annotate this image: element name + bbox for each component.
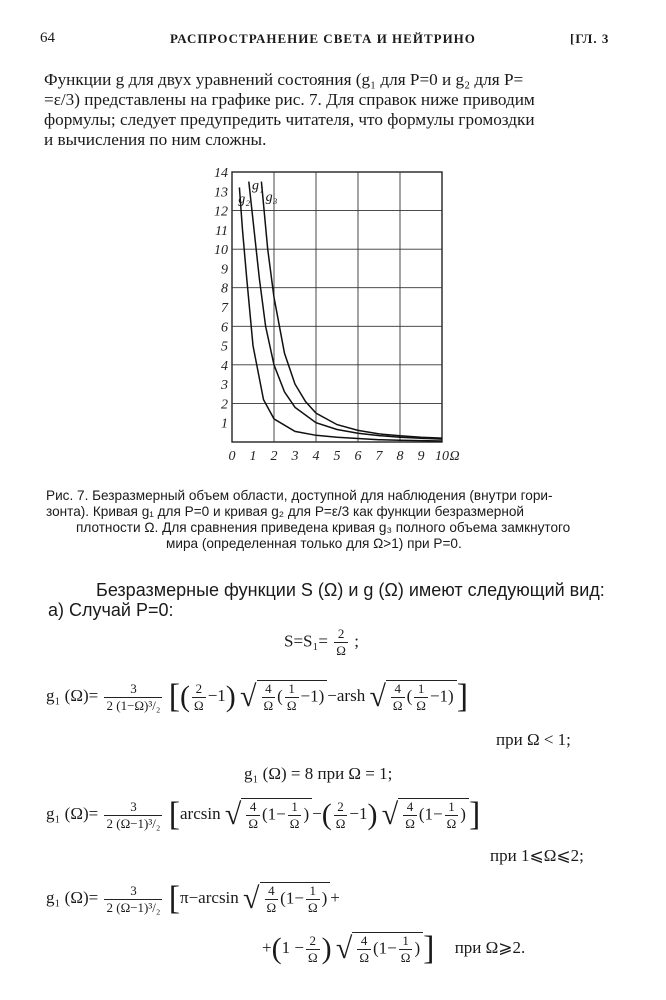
denominator: Ω	[400, 950, 411, 965]
numerator: 1	[306, 883, 320, 900]
caption-line: мира (определенная только для Ω>1) при P=0.	[166, 536, 462, 551]
fraction	[246, 799, 260, 832]
condition: при Ω < 1;	[496, 730, 571, 749]
series-label: g₃	[265, 189, 278, 205]
intro-paragraph	[44, 70, 624, 150]
denominator: Ω	[335, 815, 346, 831]
paren: (	[321, 798, 332, 831]
eq-text: −1	[300, 686, 319, 706]
denominator: Ω	[248, 816, 258, 831]
y-tick-label: 13	[214, 185, 228, 201]
fraction	[399, 933, 413, 966]
fraction	[306, 883, 320, 916]
radicand: $\frac{4}{\Omega}$ (1− $\frac{1}{\Omega}$ )	[352, 932, 423, 966]
figure-7-chart	[208, 164, 468, 482]
condition: при 1⩽Ω⩽2;	[490, 846, 584, 865]
radical-sign: √	[335, 932, 353, 965]
denominator: Ω	[307, 900, 318, 915]
denominator: Ω	[405, 816, 415, 831]
radical-sign: √	[243, 882, 260, 915]
y-tick-label: 7	[221, 301, 228, 316]
x-tick-label: 4	[312, 449, 320, 464]
series-line	[239, 187, 442, 441]
body-line: Безразмерные функции S (Ω) и g (Ω) имеют следующий вид:	[96, 580, 605, 600]
numerator: 1	[285, 681, 299, 698]
denominator: Ω	[416, 698, 426, 713]
x-tick-label: 8	[396, 449, 404, 464]
denominator: Ω	[286, 698, 297, 713]
eq-text: −1	[349, 803, 368, 823]
y-tick-label: 5	[221, 339, 228, 355]
intro-line: Функции g для двух уравнений состояния (g₁ для P=0 и g₂ для P=	[44, 70, 524, 89]
eq-text: S=S₁=	[284, 631, 329, 651]
equation-g1-eq1: g₁ (Ω) = 8 при Ω = 1;	[244, 764, 393, 783]
fraction	[288, 799, 302, 832]
equation-g1-lt1	[46, 678, 468, 716]
x-tick-label: 2	[270, 449, 278, 464]
denominator: Ω	[359, 950, 369, 965]
bracket: ]	[423, 930, 435, 967]
denominator: Ω	[194, 697, 204, 713]
paren: (	[180, 680, 191, 713]
eq-text: g₁ (Ω)=	[46, 887, 99, 907]
numerator: 2	[306, 933, 320, 950]
series-line	[261, 182, 442, 439]
numerator: 1	[399, 933, 413, 950]
numerator: 1	[288, 799, 302, 816]
denominator: 2 (Ω−1)³/₂	[106, 899, 161, 915]
radicand: $\frac{4}{\Omega}$ (1− $\frac{1}{\Omega}$ )	[398, 798, 469, 832]
radical-sign: √	[381, 798, 399, 831]
equation-g1-1to2	[46, 796, 480, 834]
bracket: ]	[456, 678, 469, 715]
fraction	[265, 883, 279, 916]
fraction	[445, 799, 459, 832]
paren: (	[271, 932, 282, 965]
y-tick-label: 14	[214, 166, 228, 181]
numerator: 4	[403, 799, 417, 816]
body-line: a) Случай P=0:	[48, 600, 174, 620]
fraction	[414, 681, 428, 714]
eq-text: arcsin	[180, 803, 221, 823]
y-tick-label: 3	[221, 378, 228, 394]
equation-s	[284, 626, 359, 659]
y-tick-label: 8	[221, 281, 228, 297]
bracket: [	[168, 880, 181, 917]
bracket: [	[168, 678, 181, 715]
numerator: 3	[104, 681, 162, 698]
radical-sign: √	[224, 798, 242, 831]
fraction	[104, 799, 162, 832]
fraction	[403, 799, 417, 832]
running-title: РАСПРОСТРАНЕНИЕ СВЕТА И НЕЙТРИНО	[170, 31, 476, 46]
x-tick-label: 3	[291, 449, 299, 464]
y-tick-label: 10	[214, 243, 228, 259]
denominator: 2 (1−Ω)³/₂	[106, 697, 161, 713]
denominator: 2 (Ω−1)³/₂	[106, 815, 161, 831]
denominator: Ω	[392, 698, 403, 713]
eq-text: −arsh	[327, 685, 366, 705]
numerator: 2	[334, 626, 348, 643]
figure-caption	[46, 488, 620, 552]
numerator: 4	[262, 681, 276, 698]
equation-g1-ge2-cont	[262, 930, 525, 968]
numerator: 4	[246, 799, 260, 816]
eq-text: 1−	[424, 804, 443, 824]
numerator: 2	[192, 681, 206, 698]
paren: )	[321, 932, 332, 965]
page-number: 64	[40, 30, 55, 46]
numerator: 1	[445, 799, 459, 816]
x-tick-label: 9	[417, 449, 425, 464]
paren: )	[367, 798, 378, 831]
numerator: 2	[334, 799, 348, 816]
denominator: Ω	[446, 816, 457, 831]
intro-line: формулы; следует предупредить читателя, что формулы громоздки	[44, 110, 535, 129]
eq-text: g₁ (Ω)=	[46, 803, 99, 823]
eq-text: 1 −	[281, 937, 304, 957]
y-tick-label: 6	[221, 320, 228, 336]
eq-text: 1−	[267, 804, 286, 824]
fraction	[104, 681, 162, 714]
numerator: 3	[104, 799, 162, 816]
numerator: 4	[391, 681, 405, 698]
fraction	[285, 681, 299, 714]
eq-text: g₁ (Ω)=	[46, 685, 99, 705]
fraction	[357, 933, 371, 966]
radicand: $\frac{4}{\Omega}$ ( $\frac{1}{\Omega}$ −1)	[257, 680, 328, 714]
chapter-label: [ГЛ. 3	[570, 31, 610, 46]
eq-text: −1	[207, 685, 226, 705]
caption-line: зонта). Кривая g₁ для P=0 и кривая g₂ для P=ε/3 как функции безразмерной	[46, 504, 525, 519]
y-tick-label: 11	[215, 223, 228, 239]
denominator: Ω	[263, 698, 274, 713]
fraction	[262, 681, 276, 714]
numerator: 1	[414, 681, 428, 698]
bracket: ]	[468, 796, 481, 833]
fraction	[334, 626, 348, 659]
caption-line: Рис. 7. Безразмерный объем области, доступной для наблюдения (внутри гори-	[46, 488, 553, 503]
x-tick-label: 5	[333, 449, 341, 464]
series-line	[249, 182, 442, 440]
denominator: Ω	[336, 643, 346, 658]
numerator: 4	[357, 933, 371, 950]
intro-line: =ε/3) представлены на графике рис. 7. Для справок ниже приводим	[44, 90, 535, 109]
caption-line: плотности Ω. Для сравнения приведена кривая g₃ полного объема замкнутого	[76, 520, 571, 535]
radicand: $\frac{4}{\Omega}$ (1− $\frac{1}{\Omega}$ )	[241, 798, 312, 832]
y-tick-label: 12	[214, 204, 228, 220]
eq-text: 1−	[378, 938, 397, 958]
bracket: [	[168, 796, 181, 833]
eq-text: −1	[429, 686, 449, 706]
denominator: Ω	[289, 816, 300, 831]
denominator: Ω	[266, 900, 277, 915]
y-tick-label: 4	[221, 358, 228, 374]
eq-text: 1−	[285, 888, 304, 908]
x-tick-label: 0	[228, 449, 236, 464]
eq-text: −	[312, 803, 322, 823]
x-tick-label: 7	[375, 449, 383, 464]
condition: при Ω⩾2.	[454, 937, 526, 957]
fraction	[334, 799, 348, 832]
y-tick-label: 2	[221, 397, 228, 413]
fraction	[104, 883, 162, 916]
series-label: g₂	[238, 191, 251, 207]
fraction	[306, 933, 320, 966]
series-label: g₁	[251, 178, 264, 194]
eq-text: +	[330, 887, 340, 907]
x-tick-label: 6	[354, 449, 362, 464]
x-tick-label: Ω	[449, 449, 460, 464]
intro-line: и вычисления по ним сложны.	[44, 130, 267, 149]
paren: )	[225, 680, 236, 713]
y-tick-label: 9	[221, 262, 228, 278]
radicand: $\frac{4}{\Omega}$ (1− $\frac{1}{\Omega}$ )	[260, 882, 331, 916]
equation-g1-ge2	[46, 880, 340, 918]
eq-text: +	[262, 937, 272, 957]
numerator: 4	[265, 883, 279, 900]
x-tick-label: 10	[435, 449, 449, 464]
fraction	[391, 681, 405, 714]
numerator: 3	[104, 883, 162, 900]
denominator: Ω	[307, 949, 318, 965]
radical-sign: √	[240, 680, 257, 713]
radical-sign: √	[369, 680, 386, 713]
eq-text: ;	[354, 631, 359, 651]
y-tick-label: 1	[221, 416, 228, 432]
eq-text: π−arcsin	[180, 887, 239, 907]
fraction	[192, 681, 206, 714]
radicand: $\frac{4}{\Omega}$ ( $\frac{1}{\Omega}$ −1)	[386, 680, 457, 714]
x-tick-label: 1	[249, 449, 257, 464]
